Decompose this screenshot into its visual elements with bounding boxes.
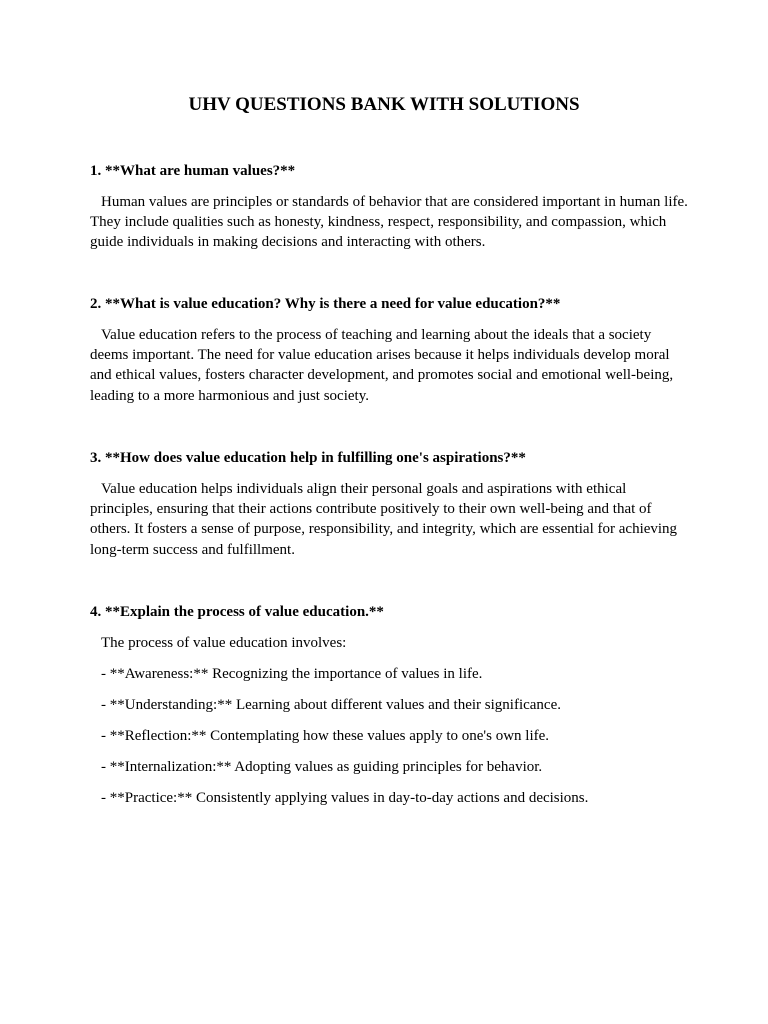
list-item: - **Awareness:** Recognizing the importance of values in life. xyxy=(101,666,483,683)
question-block-2 xyxy=(90,294,690,406)
list-item: - **Internalization:** Adopting values as guiding principles for behavior. xyxy=(101,759,543,776)
answer-paragraph: Value education helps individuals align their personal goals and aspirations with ethical principles, ensuring that their actions contribute positively to their own well-being and that of others. It fosters a sense of purpose, responsibility, and integrity, which are essential for achieving long-term success and fulfillment. xyxy=(90,481,678,558)
answer-paragraph: The process of value education involves: xyxy=(101,635,347,651)
question-block-4 xyxy=(90,602,690,808)
question-heading: 1. **What are human values?** xyxy=(90,163,296,179)
process-steps-list xyxy=(90,664,690,808)
question-block-1 xyxy=(90,161,690,253)
answer-paragraph: Human values are principles or standards of behavior that are considered important in human life. They include qualities such as honesty, kindness, respect, responsibility, and compassion, which guide individuals in making decisions and interacting with others. xyxy=(90,194,688,251)
list-item: - **Practice:** Consistently applying values in day-to-day actions and decisions. xyxy=(101,790,589,807)
list-item: - **Understanding:** Learning about different values and their significance. xyxy=(101,697,561,714)
document-title: UHV QUESTIONS BANK WITH SOLUTIONS xyxy=(188,94,580,115)
list-item: - **Reflection:** Contemplating how these values apply to one's own life. xyxy=(101,728,550,745)
answer-paragraph: Value education refers to the process of teaching and learning about the ideals that a society deems important. The need for value education arises because it helps individuals develop moral and ethical values, fosters character development, and promotes social and emotional well-being, leading to a more harmonious and just society. xyxy=(90,327,674,404)
question-heading: 2. **What is value education? Why is there a need for value education?** xyxy=(90,296,561,312)
question-heading: 3. **How does value education help in fulfilling one's aspirations?** xyxy=(90,450,526,466)
question-heading: 4. **Explain the process of value education.** xyxy=(90,604,384,620)
question-block-3 xyxy=(90,448,690,560)
